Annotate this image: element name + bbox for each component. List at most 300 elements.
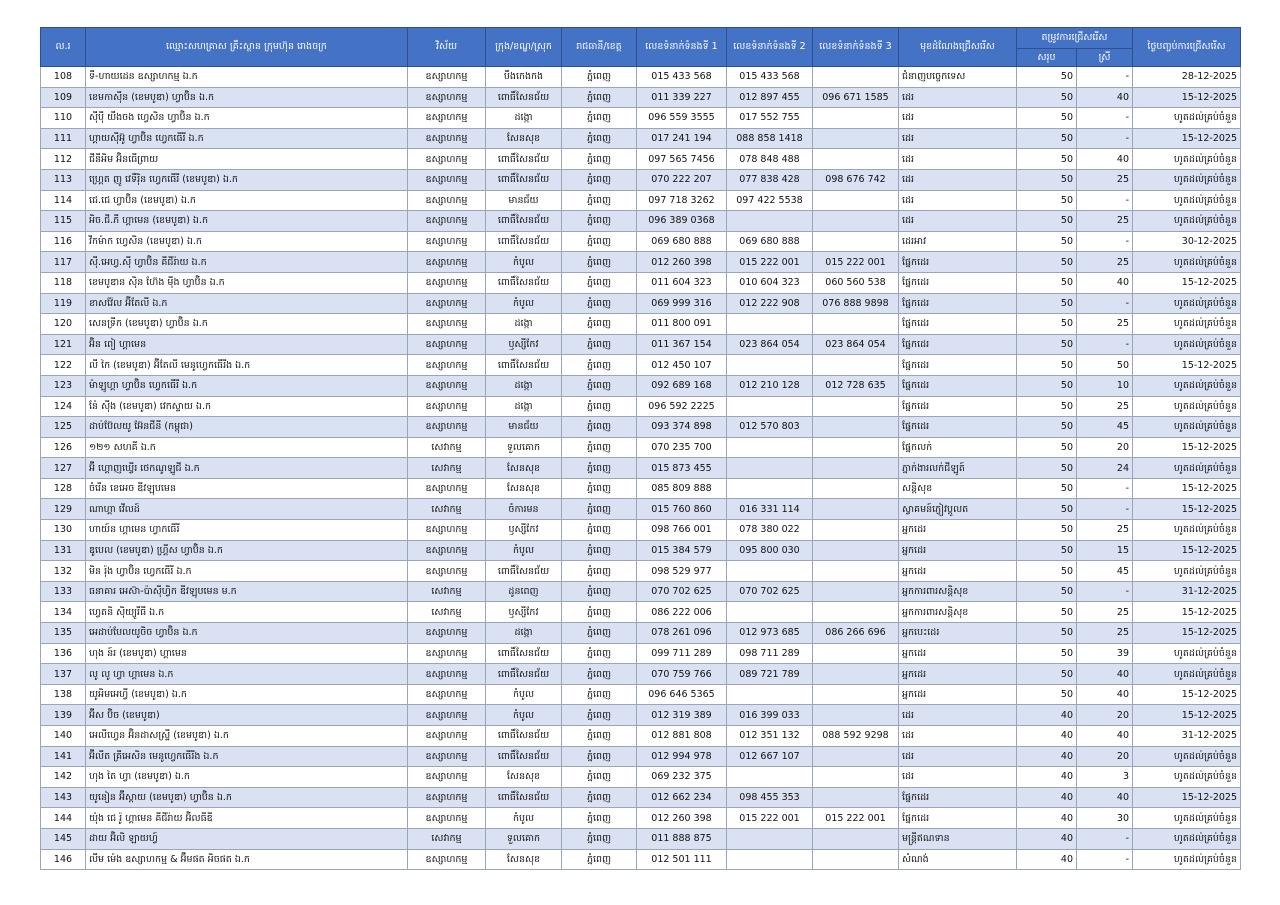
- cell-deadline: ហូតដល់គ្រប់ចំនួន: [1133, 334, 1241, 355]
- cell-total: 50: [1017, 169, 1077, 190]
- cell-total: 50: [1017, 314, 1077, 335]
- cell-company: ឌូបេល (ខេមបូឌា) ហ្គ្រីស ហ្វាប៊ិន ឯ.ក: [86, 540, 408, 561]
- cell-phone-2: [727, 396, 813, 417]
- table-row: [41, 231, 1241, 252]
- cell-total: 50: [1017, 581, 1077, 602]
- cell-sector: សេវាកម្ម: [408, 602, 486, 623]
- cell-deadline: 15-12-2025: [1133, 705, 1241, 726]
- cell-phone-2: 010 604 323: [727, 272, 813, 293]
- cell-province: ភ្នំពេញ: [562, 828, 637, 849]
- cell-female: 40: [1077, 272, 1133, 293]
- table-row: [41, 314, 1241, 335]
- cell-phone-2: [727, 828, 813, 849]
- table-row: [41, 334, 1241, 355]
- cell-company: ជេ.ជេ ហ្វាប៊ិន (ខេមបូឌា) ឯ.ក: [86, 190, 408, 211]
- table-row: [41, 561, 1241, 582]
- cell-total: 50: [1017, 67, 1077, 88]
- cell-phone-2: 089 721 789: [727, 664, 813, 685]
- cell-sector: ឧស្សាហកម្ម: [408, 252, 486, 273]
- cell-deadline: ហូតដល់គ្រប់ចំនួន: [1133, 190, 1241, 211]
- cell-position: ផ្នែកដេរ: [899, 417, 1017, 438]
- cell-phone-3: [813, 643, 899, 664]
- cell-total: 50: [1017, 149, 1077, 170]
- cell-company: ហ្វេតនិ ស៊ិយ្យូរីធី ឯ.ក: [86, 602, 408, 623]
- cell-no: 124: [41, 396, 86, 417]
- cell-company: ហុង តៃ ហ្វា (ខេមបូឌា) ឯ.ក: [86, 767, 408, 788]
- cell-no: 115: [41, 211, 86, 232]
- table-row: [41, 602, 1241, 623]
- header-province: រាជធានី/ខេត្ត: [562, 28, 637, 67]
- cell-position: ផ្នែកដេរ: [899, 396, 1017, 417]
- cell-deadline: ហូតដល់គ្រប់ចំនួន: [1133, 108, 1241, 129]
- cell-phone-3: [813, 520, 899, 541]
- cell-province: ភ្នំពេញ: [562, 458, 637, 479]
- cell-position: ដេរ: [899, 726, 1017, 747]
- cell-position: អ្នកបេះដេរ: [899, 623, 1017, 644]
- cell-deadline: ហូតដល់គ្រប់ចំនួន: [1133, 417, 1241, 438]
- table-row: [41, 272, 1241, 293]
- cell-company: ធនាគារ អេស៊ា-ប៉ាស៊ីហ្វិក ឌីវឡុបមេន ម.ក: [86, 581, 408, 602]
- cell-female: 30: [1077, 808, 1133, 829]
- cell-district: ទួលគោក: [486, 828, 562, 849]
- cell-phone-3: [813, 478, 899, 499]
- cell-district: ដង្កោ: [486, 623, 562, 644]
- cell-position: ដេរ: [899, 705, 1017, 726]
- cell-district: ពោធិ៍សែនជ័យ: [486, 355, 562, 376]
- cell-position: អ្នកដេរ: [899, 520, 1017, 541]
- header-needs: តម្រូវការជ្រើសរើស: [1017, 28, 1133, 49]
- header-phone-2: លេខទំនាក់ទំនងទី 2: [727, 28, 813, 67]
- cell-position: ផ្នែកដេរ: [899, 252, 1017, 273]
- cell-no: 134: [41, 602, 86, 623]
- cell-district: កំបូល: [486, 684, 562, 705]
- cell-no: 130: [41, 520, 86, 541]
- cell-province: ភ្នំពេញ: [562, 211, 637, 232]
- cell-province: ភ្នំពេញ: [562, 272, 637, 293]
- cell-deadline: 15-12-2025: [1133, 602, 1241, 623]
- cell-province: ភ្នំពេញ: [562, 67, 637, 88]
- cell-province: ភ្នំពេញ: [562, 540, 637, 561]
- cell-province: ភ្នំពេញ: [562, 561, 637, 582]
- cell-deadline: ហូតដល់គ្រប់ចំនួន: [1133, 252, 1241, 273]
- cell-position: ផ្នែកដេរ: [899, 808, 1017, 829]
- cell-phone-3: [813, 581, 899, 602]
- table-row: [41, 581, 1241, 602]
- cell-company: ជីនីអិម អ៊ិនធើព្រាយ: [86, 149, 408, 170]
- cell-female: 40: [1077, 726, 1133, 747]
- cell-phone-2: 016 331 114: [727, 499, 813, 520]
- cell-position: អ្នកដេរ: [899, 664, 1017, 685]
- cell-phone-3: [813, 437, 899, 458]
- cell-phone-2: 012 973 685: [727, 623, 813, 644]
- cell-female: -: [1077, 499, 1133, 520]
- cell-province: ភ្នំពេញ: [562, 169, 637, 190]
- cell-no: 126: [41, 437, 86, 458]
- cell-province: ភ្នំពេញ: [562, 87, 637, 108]
- cell-province: ភ្នំពេញ: [562, 787, 637, 808]
- cell-company: យូនៀន អ៊ីស្តាយ (ខេមបូឌា) ហ្វាប៊ិន ឯ.ក: [86, 787, 408, 808]
- cell-sector: ឧស្សាហកម្ម: [408, 272, 486, 293]
- cell-sector: ឧស្សាហកម្ម: [408, 726, 486, 747]
- cell-phone-3: [813, 458, 899, 479]
- cell-sector: ឧស្សាហកម្ម: [408, 808, 486, 829]
- cell-phone-1: 096 646 5365: [637, 684, 727, 705]
- cell-female: 40: [1077, 664, 1133, 685]
- cell-province: ភ្នំពេញ: [562, 849, 637, 870]
- cell-phone-3: [813, 108, 899, 129]
- header-deadline: ថ្ងៃបញ្ចប់ការជ្រើសរើស: [1133, 28, 1241, 67]
- cell-company: លីម ម៉េង ឧស្សាហកម្ម & អ៊ឹមផត អិចផត ឯ.ក: [86, 849, 408, 870]
- table-row: [41, 458, 1241, 479]
- cell-deadline: 28-12-2025: [1133, 67, 1241, 88]
- cell-phone-2: 070 702 625: [727, 581, 813, 602]
- cell-deadline: ហូតដល់គ្រប់ចំនួន: [1133, 643, 1241, 664]
- cell-company: អ៊ីស ប៊ិច (ខេមបូឌា): [86, 705, 408, 726]
- cell-female: 3: [1077, 767, 1133, 788]
- cell-phone-1: 011 800 091: [637, 314, 727, 335]
- cell-sector: ឧស្សាហកម្ម: [408, 417, 486, 438]
- table-row: [41, 623, 1241, 644]
- cell-phone-2: 088 858 1418: [727, 128, 813, 149]
- cell-total: 50: [1017, 664, 1077, 685]
- cell-position: ដេរអាវ: [899, 231, 1017, 252]
- cell-phone-1: 086 222 006: [637, 602, 727, 623]
- cell-position: អ្នកដេរ: [899, 561, 1017, 582]
- cell-phone-1: 015 384 579: [637, 540, 727, 561]
- cell-phone-1: 012 319 389: [637, 705, 727, 726]
- cell-total: 50: [1017, 499, 1077, 520]
- cell-female: 24: [1077, 458, 1133, 479]
- table-row: [41, 355, 1241, 376]
- cell-province: ភ្នំពេញ: [562, 684, 637, 705]
- cell-company: ដាយ អ៊ិលិ ឡាយហ្វ៍: [86, 828, 408, 849]
- cell-district: កំបូល: [486, 252, 562, 273]
- cell-phone-1: 012 501 111: [637, 849, 727, 870]
- cell-deadline: 15-12-2025: [1133, 478, 1241, 499]
- cell-company: ខេមកាសុីន (ខេមបូឌា) ហ្វាប៊ិន ឯ.ក: [86, 87, 408, 108]
- cell-phone-1: 012 994 978: [637, 746, 727, 767]
- cell-phone-2: 012 351 132: [727, 726, 813, 747]
- cell-sector: ឧស្សាហកម្ម: [408, 149, 486, 170]
- table-row: [41, 767, 1241, 788]
- cell-district: មានជ័យ: [486, 417, 562, 438]
- table-row: [41, 108, 1241, 129]
- cell-total: 50: [1017, 211, 1077, 232]
- cell-deadline: ហូតដល់គ្រប់ចំនួន: [1133, 664, 1241, 685]
- table-row: [41, 726, 1241, 747]
- cell-total: 50: [1017, 520, 1077, 541]
- cell-position: ផ្នែកដេរ: [899, 787, 1017, 808]
- cell-phone-2: [727, 684, 813, 705]
- cell-female: -: [1077, 67, 1133, 88]
- cell-district: ពោធិ៍សែនជ័យ: [486, 787, 562, 808]
- cell-phone-1: 011 339 227: [637, 87, 727, 108]
- table-row: [41, 396, 1241, 417]
- cell-phone-3: 098 676 742: [813, 169, 899, 190]
- cell-position: អ្នកការពារសន្តិសុខ: [899, 581, 1017, 602]
- table-row: [41, 128, 1241, 149]
- cell-female: -: [1077, 478, 1133, 499]
- cell-phone-1: 096 559 3555: [637, 108, 727, 129]
- cell-phone-2: [727, 211, 813, 232]
- cell-district: ចំការមន: [486, 499, 562, 520]
- cell-district: ដង្កោ: [486, 396, 562, 417]
- cell-province: ភ្នំពេញ: [562, 190, 637, 211]
- cell-province: ភ្នំពេញ: [562, 355, 637, 376]
- cell-phone-2: [727, 458, 813, 479]
- cell-sector: ឧស្សាហកម្ម: [408, 643, 486, 664]
- cell-phone-3: 088 592 9298: [813, 726, 899, 747]
- cell-total: 50: [1017, 231, 1077, 252]
- cell-deadline: 31-12-2025: [1133, 726, 1241, 747]
- cell-phone-1: 011 604 323: [637, 272, 727, 293]
- cell-company: លី កៃ (ខេមបូឌា) អ៊ីតែលី មេនូហ្វេកធើរីង ឯ.ក: [86, 355, 408, 376]
- cell-phone-3: 015 222 001: [813, 252, 899, 273]
- cell-phone-3: 012 728 635: [813, 375, 899, 396]
- table-row: [41, 437, 1241, 458]
- cell-female: 40: [1077, 87, 1133, 108]
- header-no: ល.រ: [41, 28, 86, 67]
- cell-sector: ឧស្សាហកម្ម: [408, 128, 486, 149]
- cell-deadline: ហូតដល់គ្រប់ចំនួន: [1133, 149, 1241, 170]
- table-row: [41, 787, 1241, 808]
- cell-female: 25: [1077, 314, 1133, 335]
- cell-no: 112: [41, 149, 86, 170]
- cell-phone-1: 017 241 194: [637, 128, 727, 149]
- cell-position: អ្នកដេរ: [899, 540, 1017, 561]
- cell-district: កំបូល: [486, 540, 562, 561]
- cell-province: ភ្នំពេញ: [562, 375, 637, 396]
- cell-company: អេដាប់បែលយូចិច ហ្វាប៊ិន ឯ.ក: [86, 623, 408, 644]
- cell-total: 50: [1017, 128, 1077, 149]
- cell-company: ១២១ សហគី ឯ.ក: [86, 437, 408, 458]
- table-row: [41, 520, 1241, 541]
- cell-sector: ឧស្សាហកម្ម: [408, 293, 486, 314]
- cell-company: ស៊ី.អេហ្វ.ស៊ី ហ្វាប៊ិន គីជីរ៉ាយ ឯ.ក: [86, 252, 408, 273]
- cell-female: -: [1077, 293, 1133, 314]
- cell-sector: ឧស្សាហកម្ម: [408, 623, 486, 644]
- cell-company: សេនទ្រីក (ខេមបូឌា) ហ្វាប៊ិន ឯ.ក: [86, 314, 408, 335]
- cell-phone-3: [813, 128, 899, 149]
- cell-no: 118: [41, 272, 86, 293]
- cell-deadline: 15-12-2025: [1133, 499, 1241, 520]
- cell-female: -: [1077, 231, 1133, 252]
- cell-position: ដេរ: [899, 169, 1017, 190]
- cell-sector: ឧស្សាហកម្ម: [408, 355, 486, 376]
- cell-deadline: 31-12-2025: [1133, 581, 1241, 602]
- table-row: [41, 684, 1241, 705]
- cell-phone-3: 060 560 538: [813, 272, 899, 293]
- cell-company: អ៊ីលីត គ្រីអេសិន មេនូហ្វេកធើរីង ឯ.ក: [86, 746, 408, 767]
- cell-company: ដាប់ប៊ែលយូ អ៊ែនជីនី (កម្ពុជា): [86, 417, 408, 438]
- cell-no: 133: [41, 581, 86, 602]
- cell-position: អ្នកការពារសន្តិសុខ: [899, 602, 1017, 623]
- table-row: [41, 375, 1241, 396]
- cell-deadline: ហូតដល់គ្រប់ចំនួន: [1133, 828, 1241, 849]
- cell-phone-1: 070 702 625: [637, 581, 727, 602]
- cell-no: 129: [41, 499, 86, 520]
- cell-phone-2: [727, 767, 813, 788]
- cell-deadline: ហូតដល់គ្រប់ចំនួន: [1133, 808, 1241, 829]
- cell-sector: សេវាកម្ម: [408, 499, 486, 520]
- cell-phone-3: [813, 561, 899, 582]
- cell-district: សែនសុខ: [486, 458, 562, 479]
- cell-deadline: 15-12-2025: [1133, 540, 1241, 561]
- cell-phone-2: [727, 478, 813, 499]
- table-row: [41, 169, 1241, 190]
- cell-no: 146: [41, 849, 86, 870]
- cell-sector: សេវាកម្ម: [408, 458, 486, 479]
- cell-sector: ឧស្សាហកម្ម: [408, 705, 486, 726]
- cell-female: -: [1077, 334, 1133, 355]
- cell-phone-3: [813, 314, 899, 335]
- cell-sector: ឧស្សាហកម្ម: [408, 169, 486, 190]
- table-row: [41, 643, 1241, 664]
- table-row: [41, 664, 1241, 685]
- cell-position: ផ្នែកដេរ: [899, 272, 1017, 293]
- cell-company: ន៉ែ ស៊ីង (ខេមបូឌា) វេកស្ទាយ ឯ.ក: [86, 396, 408, 417]
- cell-district: ពោធិ៍សែនជ័យ: [486, 561, 562, 582]
- cell-district: សែនសុខ: [486, 767, 562, 788]
- table-row: [41, 478, 1241, 499]
- cell-district: សែនសុខ: [486, 849, 562, 870]
- cell-female: 25: [1077, 520, 1133, 541]
- cell-position: ដេរ: [899, 149, 1017, 170]
- cell-company: យូអិមអេហ្វី (ខេមបូឌា) ឯ.ក: [86, 684, 408, 705]
- cell-total: 50: [1017, 272, 1077, 293]
- cell-position: ផ្នែកដេរ: [899, 375, 1017, 396]
- cell-district: ពោធិ៍សែនជ័យ: [486, 169, 562, 190]
- cell-total: 50: [1017, 602, 1077, 623]
- cell-total: 40: [1017, 705, 1077, 726]
- cell-phone-3: [813, 849, 899, 870]
- cell-female: 25: [1077, 602, 1133, 623]
- cell-district: ពោធិ៍សែនជ័យ: [486, 643, 562, 664]
- header-company: ឈ្មោះសហគ្រាស គ្រឹះស្ថាន ក្រុមហ៊ុន រោងចក្រ: [86, 28, 408, 67]
- cell-phone-3: 015 222 001: [813, 808, 899, 829]
- cell-total: 40: [1017, 808, 1077, 829]
- cell-company: លូ លូ ហ្វា ហ្គាមេន ឯ.ក: [86, 664, 408, 685]
- cell-province: ភ្នំពេញ: [562, 623, 637, 644]
- cell-female: 25: [1077, 169, 1133, 190]
- header-phone-3: លេខទំនាក់ទំនងទី 3: [813, 28, 899, 67]
- table-header: [41, 28, 1241, 67]
- cell-sector: ឧស្សាហកម្ម: [408, 211, 486, 232]
- table-row: [41, 149, 1241, 170]
- cell-female: 39: [1077, 643, 1133, 664]
- cell-company: ខេមបូឌាន ស៊ិន ហ៊ែង ម៉ីង ហ្វាប៊ិន ឯ.ក: [86, 272, 408, 293]
- cell-phone-2: 016 399 033: [727, 705, 813, 726]
- cell-no: 143: [41, 787, 86, 808]
- cell-district: ទួលគោក: [486, 437, 562, 458]
- cell-phone-2: [727, 849, 813, 870]
- cell-position: ផ្នែកដេរ: [899, 334, 1017, 355]
- cell-district: ពោធិ៍សែនជ័យ: [486, 211, 562, 232]
- cell-phone-2: 015 222 001: [727, 252, 813, 273]
- cell-female: 40: [1077, 787, 1133, 808]
- cell-phone-1: 015 760 860: [637, 499, 727, 520]
- cell-no: 122: [41, 355, 86, 376]
- cell-district: ពោធិ៍សែនជ័យ: [486, 272, 562, 293]
- cell-total: 40: [1017, 726, 1077, 747]
- cell-province: ភ្នំពេញ: [562, 252, 637, 273]
- cell-sector: ឧស្សាហកម្ម: [408, 478, 486, 499]
- cell-phone-3: [813, 190, 899, 211]
- cell-company: ហាយ៍ន ហ្គាមេន ហ្វាកធើរី: [86, 520, 408, 541]
- cell-province: ភ្នំពេញ: [562, 581, 637, 602]
- cell-phone-2: 078 848 488: [727, 149, 813, 170]
- cell-position: ស្វាគមន៍ភ្ញៀវប្ដូលត: [899, 499, 1017, 520]
- cell-no: 144: [41, 808, 86, 829]
- cell-phone-1: 015 433 568: [637, 67, 727, 88]
- cell-district: កំបូល: [486, 293, 562, 314]
- cell-deadline: 15-12-2025: [1133, 87, 1241, 108]
- cell-province: ភ្នំពេញ: [562, 108, 637, 129]
- cell-company: ចំរើន ខេអេច ឌីវឡុបមេន: [86, 478, 408, 499]
- cell-phone-1: 011 888 875: [637, 828, 727, 849]
- cell-phone-1: 098 529 977: [637, 561, 727, 582]
- cell-no: 125: [41, 417, 86, 438]
- cell-total: 50: [1017, 293, 1077, 314]
- cell-sector: ឧស្សាហកម្ម: [408, 231, 486, 252]
- cell-phone-1: 092 689 168: [637, 375, 727, 396]
- cell-district: ពោធិ៍សែនជ័យ: [486, 726, 562, 747]
- cell-province: ភ្នំពេញ: [562, 396, 637, 417]
- cell-phone-1: 099 711 289: [637, 643, 727, 664]
- cell-position: មន្ត្រីឥណទាន: [899, 828, 1017, 849]
- cell-phone-2: 012 222 908: [727, 293, 813, 314]
- job-listing-sheet: [40, 27, 1240, 870]
- cell-phone-2: 098 455 353: [727, 787, 813, 808]
- cell-province: ភ្នំពេញ: [562, 478, 637, 499]
- cell-phone-3: [813, 787, 899, 808]
- cell-female: 45: [1077, 561, 1133, 582]
- cell-total: 50: [1017, 458, 1077, 479]
- cell-deadline: ហូតដល់គ្រប់ចំនួន: [1133, 375, 1241, 396]
- cell-position: ដេរ: [899, 211, 1017, 232]
- cell-female: -: [1077, 108, 1133, 129]
- table-row: [41, 499, 1241, 520]
- cell-phone-3: [813, 396, 899, 417]
- cell-position: សន្តិសុខ: [899, 478, 1017, 499]
- cell-sector: សេវាកម្ម: [408, 828, 486, 849]
- cell-sector: ឧស្សាហកម្ម: [408, 561, 486, 582]
- cell-province: ភ្នំពេញ: [562, 293, 637, 314]
- cell-total: 50: [1017, 684, 1077, 705]
- cell-sector: ឧស្សាហកម្ម: [408, 375, 486, 396]
- table-row: [41, 252, 1241, 273]
- cell-phone-2: 097 422 5538: [727, 190, 813, 211]
- cell-company: ខាសវ៉ែល អ៊ីតែលី ឯ.ក: [86, 293, 408, 314]
- cell-total: 40: [1017, 767, 1077, 788]
- cell-total: 40: [1017, 787, 1077, 808]
- cell-district: ដង្កោ: [486, 375, 562, 396]
- cell-no: 110: [41, 108, 86, 129]
- cell-total: 50: [1017, 540, 1077, 561]
- cell-deadline: 15-12-2025: [1133, 128, 1241, 149]
- cell-female: 20: [1077, 705, 1133, 726]
- cell-province: ភ្នំពេញ: [562, 128, 637, 149]
- cell-company: ទី-ហាយដេន ឧស្សាហកម្ម ឯ.ក: [86, 67, 408, 88]
- cell-district: ពោធិ៍សែនជ័យ: [486, 231, 562, 252]
- cell-district: ពោធិ៍សែនជ័យ: [486, 149, 562, 170]
- cell-company: វីកម៉ាក ហ្វេសិន (ខេមបូឌា) ឯ.ក: [86, 231, 408, 252]
- cell-total: 50: [1017, 478, 1077, 499]
- cell-position: អ្នកដេរ: [899, 684, 1017, 705]
- cell-phone-2: 098 711 289: [727, 643, 813, 664]
- cell-district: ដូនពេញ: [486, 581, 562, 602]
- cell-female: 10: [1077, 375, 1133, 396]
